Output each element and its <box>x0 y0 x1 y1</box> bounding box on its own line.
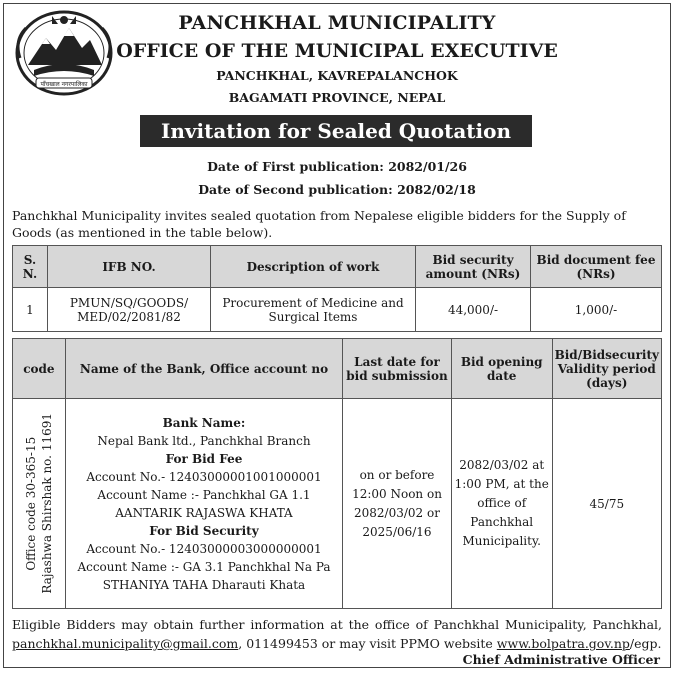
municipality-name: PANCHKHAL MUNICIPALITY <box>178 12 496 34</box>
bank-name: Nepal Bank ltd., Panchkhal Branch <box>97 433 311 448</box>
address-line-1: PANCHKHAL, KAVREPALANCHOK <box>216 68 458 83</box>
signature: Chief Administrative Officer <box>462 652 660 667</box>
security-account-name-2: STHANIYA TAHA Dharauti Khata <box>102 577 306 592</box>
office-name: OFFICE OF THE MUNICIPAL EXECUTIVE <box>116 40 558 62</box>
code-text <box>23 413 55 594</box>
bank-name-label: Bank Name: <box>162 415 246 430</box>
fee-account-name-2: AANTARIK RAJASWA KHATA <box>115 505 293 520</box>
cell-ifb: PMUN/SQ/GOODS/ MED/02/2081/82 <box>48 288 211 332</box>
bid-fee-label: For Bid Fee <box>165 451 243 466</box>
notice-page <box>3 3 671 668</box>
footer-text-after: /egp. <box>629 636 662 651</box>
emblem-text: पाँचखाल नगरपालिका <box>40 81 88 88</box>
security-account-name: Account Name :- GA 3.1 Panchkhal Na Pa <box>77 559 331 574</box>
table-row <box>13 288 662 332</box>
cell-validity: 45/75 <box>552 399 661 609</box>
footer-text-before: Eligible Bidders may obtain further information at the office of Panchkhal Municipality, Panchkhal, <box>12 617 662 632</box>
footer-text <box>12 615 662 653</box>
address-line-2: BAGAMATI PROVINCE, NEPAL <box>228 90 446 105</box>
header-last-date: Last date for bid submission <box>343 339 452 399</box>
table-row <box>13 399 662 609</box>
header-sn: S. N. <box>13 246 48 288</box>
website-link[interactable]: www.bolpatra.gov.np <box>496 636 630 651</box>
ifb-table <box>12 245 662 332</box>
bank-details-table <box>12 338 662 609</box>
bid-security-label: For Bid Security <box>149 523 259 538</box>
cell-description: Procurement of Medicine and Surgical Items <box>211 288 416 332</box>
cell-sn: 1 <box>13 288 48 332</box>
fee-account-name: Account Name :- Panchkhal GA 1.1 <box>97 487 311 502</box>
cell-bank <box>65 399 342 609</box>
header-description: Description of work <box>211 246 416 288</box>
cell-code <box>13 399 66 609</box>
cell-bid-security: 44,000/- <box>416 288 531 332</box>
first-publication-date: Date of First publication: 2082/01/26 <box>207 159 467 174</box>
header-bank: Name of the Bank, Office account no <box>65 339 342 399</box>
header-doc-fee: Bid document fee (NRs) <box>531 246 662 288</box>
notice-title: Invitation for Sealed Quotation <box>140 115 532 147</box>
header-validity: Bid/Bidsecurity Validity period (days) <box>552 339 661 399</box>
email-link[interactable]: panchkhal.municipality@gmail.com <box>12 636 239 651</box>
cell-last-date: on or before 12:00 Noon on 2082/03/02 or 2025/06/16 <box>343 399 452 609</box>
header-opening-date: Bid opening date <box>451 339 552 399</box>
rajashwa-shirshak: Rajashwa Shirshak no. 11691 <box>39 413 54 594</box>
cell-doc-fee: 1,000/- <box>531 288 662 332</box>
security-account-no: Account No.- 12403000003000000001 <box>86 541 322 556</box>
intro-paragraph: Panchkhal Municipality invites sealed quotation from Nepalese eligible bidders for the Supply of Goods (as mentioned in the table below). <box>12 208 626 240</box>
header-ifb: IFB NO. <box>48 246 211 288</box>
header-bid-security: Bid security amount (NRs) <box>416 246 531 288</box>
office-code: Office code 30-365-15 <box>23 436 38 571</box>
second-publication-date: Date of Second publication: 2082/02/18 <box>198 182 476 197</box>
header-code: code <box>13 339 66 399</box>
fee-account-no: Account No.- 12403000001001000001 <box>86 469 322 484</box>
cell-opening-date: 2082/03/02 at 1:00 PM, at the office of Panchkhal Municipality. <box>451 399 552 609</box>
footer-text-middle: , 011499453 or may visit PPMO website <box>238 636 493 651</box>
